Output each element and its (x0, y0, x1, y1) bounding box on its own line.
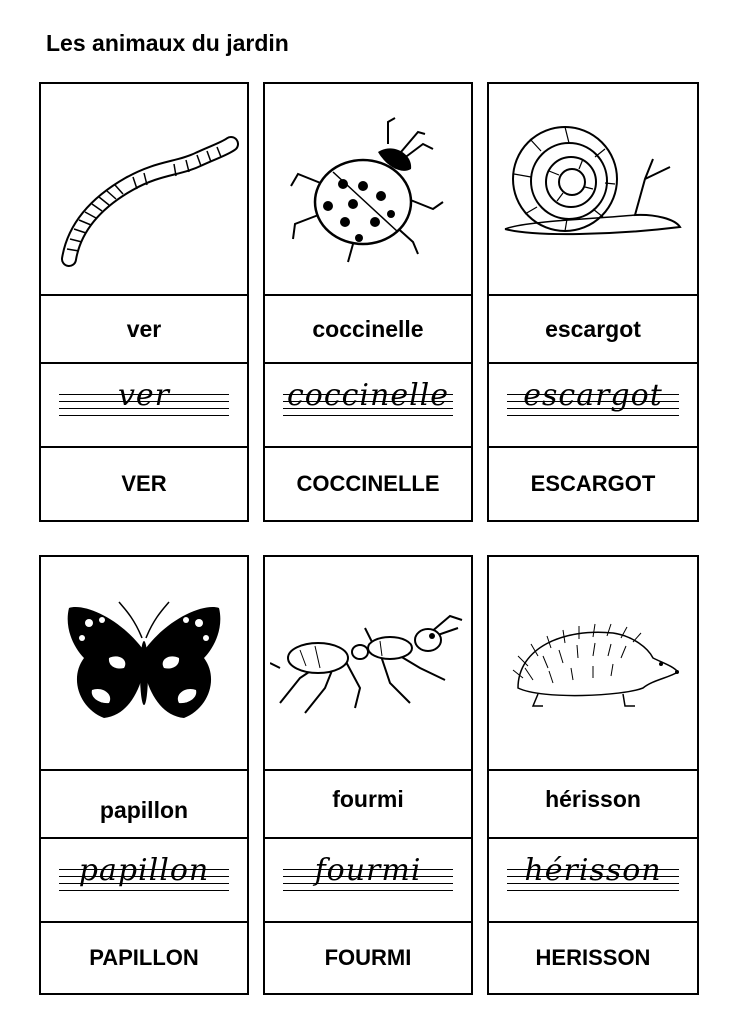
card-ver (39, 82, 249, 522)
word-cursive: coccinelle (286, 378, 450, 413)
picture-box (39, 82, 249, 296)
word-cursive: fourmi (314, 853, 422, 888)
word-lowercase: papillon (39, 769, 249, 839)
picture-box (487, 82, 699, 296)
word-cursive-box (39, 837, 249, 923)
word-uppercase: VER (39, 446, 249, 522)
ant-icon (270, 608, 466, 718)
page-title: Les animaux du jardin (46, 30, 289, 56)
word-uppercase: COCCINELLE (263, 446, 473, 522)
snail-icon (495, 119, 691, 259)
ladybug-icon (283, 114, 453, 264)
word-cursive: papillon (78, 853, 210, 888)
card-papillon (39, 555, 249, 995)
card-herisson (487, 555, 699, 995)
card-fourmi (263, 555, 473, 995)
word-cursive: escargot (523, 378, 663, 413)
picture-box (39, 555, 249, 771)
word-uppercase: HERISSON (487, 921, 699, 995)
worm-icon (49, 109, 239, 269)
card-coccinelle (263, 82, 473, 522)
word-uppercase: ESCARGOT (487, 446, 699, 522)
word-cursive-box (263, 362, 473, 448)
word-cursive-box (39, 362, 249, 448)
butterfly-icon (64, 598, 224, 728)
word-lowercase: escargot (487, 294, 699, 364)
word-cursive: ver (117, 378, 171, 413)
word-lowercase: fourmi (263, 769, 473, 839)
word-cursive-box (487, 837, 699, 923)
word-lowercase: coccinelle (263, 294, 473, 364)
word-cursive: hérisson (524, 853, 662, 888)
picture-box (487, 555, 699, 771)
word-cursive-box (263, 837, 473, 923)
word-cursive-box (487, 362, 699, 448)
card-escargot (487, 82, 699, 522)
picture-box (263, 555, 473, 771)
picture-box (263, 82, 473, 296)
word-lowercase: hérisson (487, 769, 699, 839)
word-uppercase: PAPILLON (39, 921, 249, 995)
hedgehog-icon (503, 608, 683, 718)
word-uppercase: FOURMI (263, 921, 473, 995)
word-lowercase: ver (39, 294, 249, 364)
